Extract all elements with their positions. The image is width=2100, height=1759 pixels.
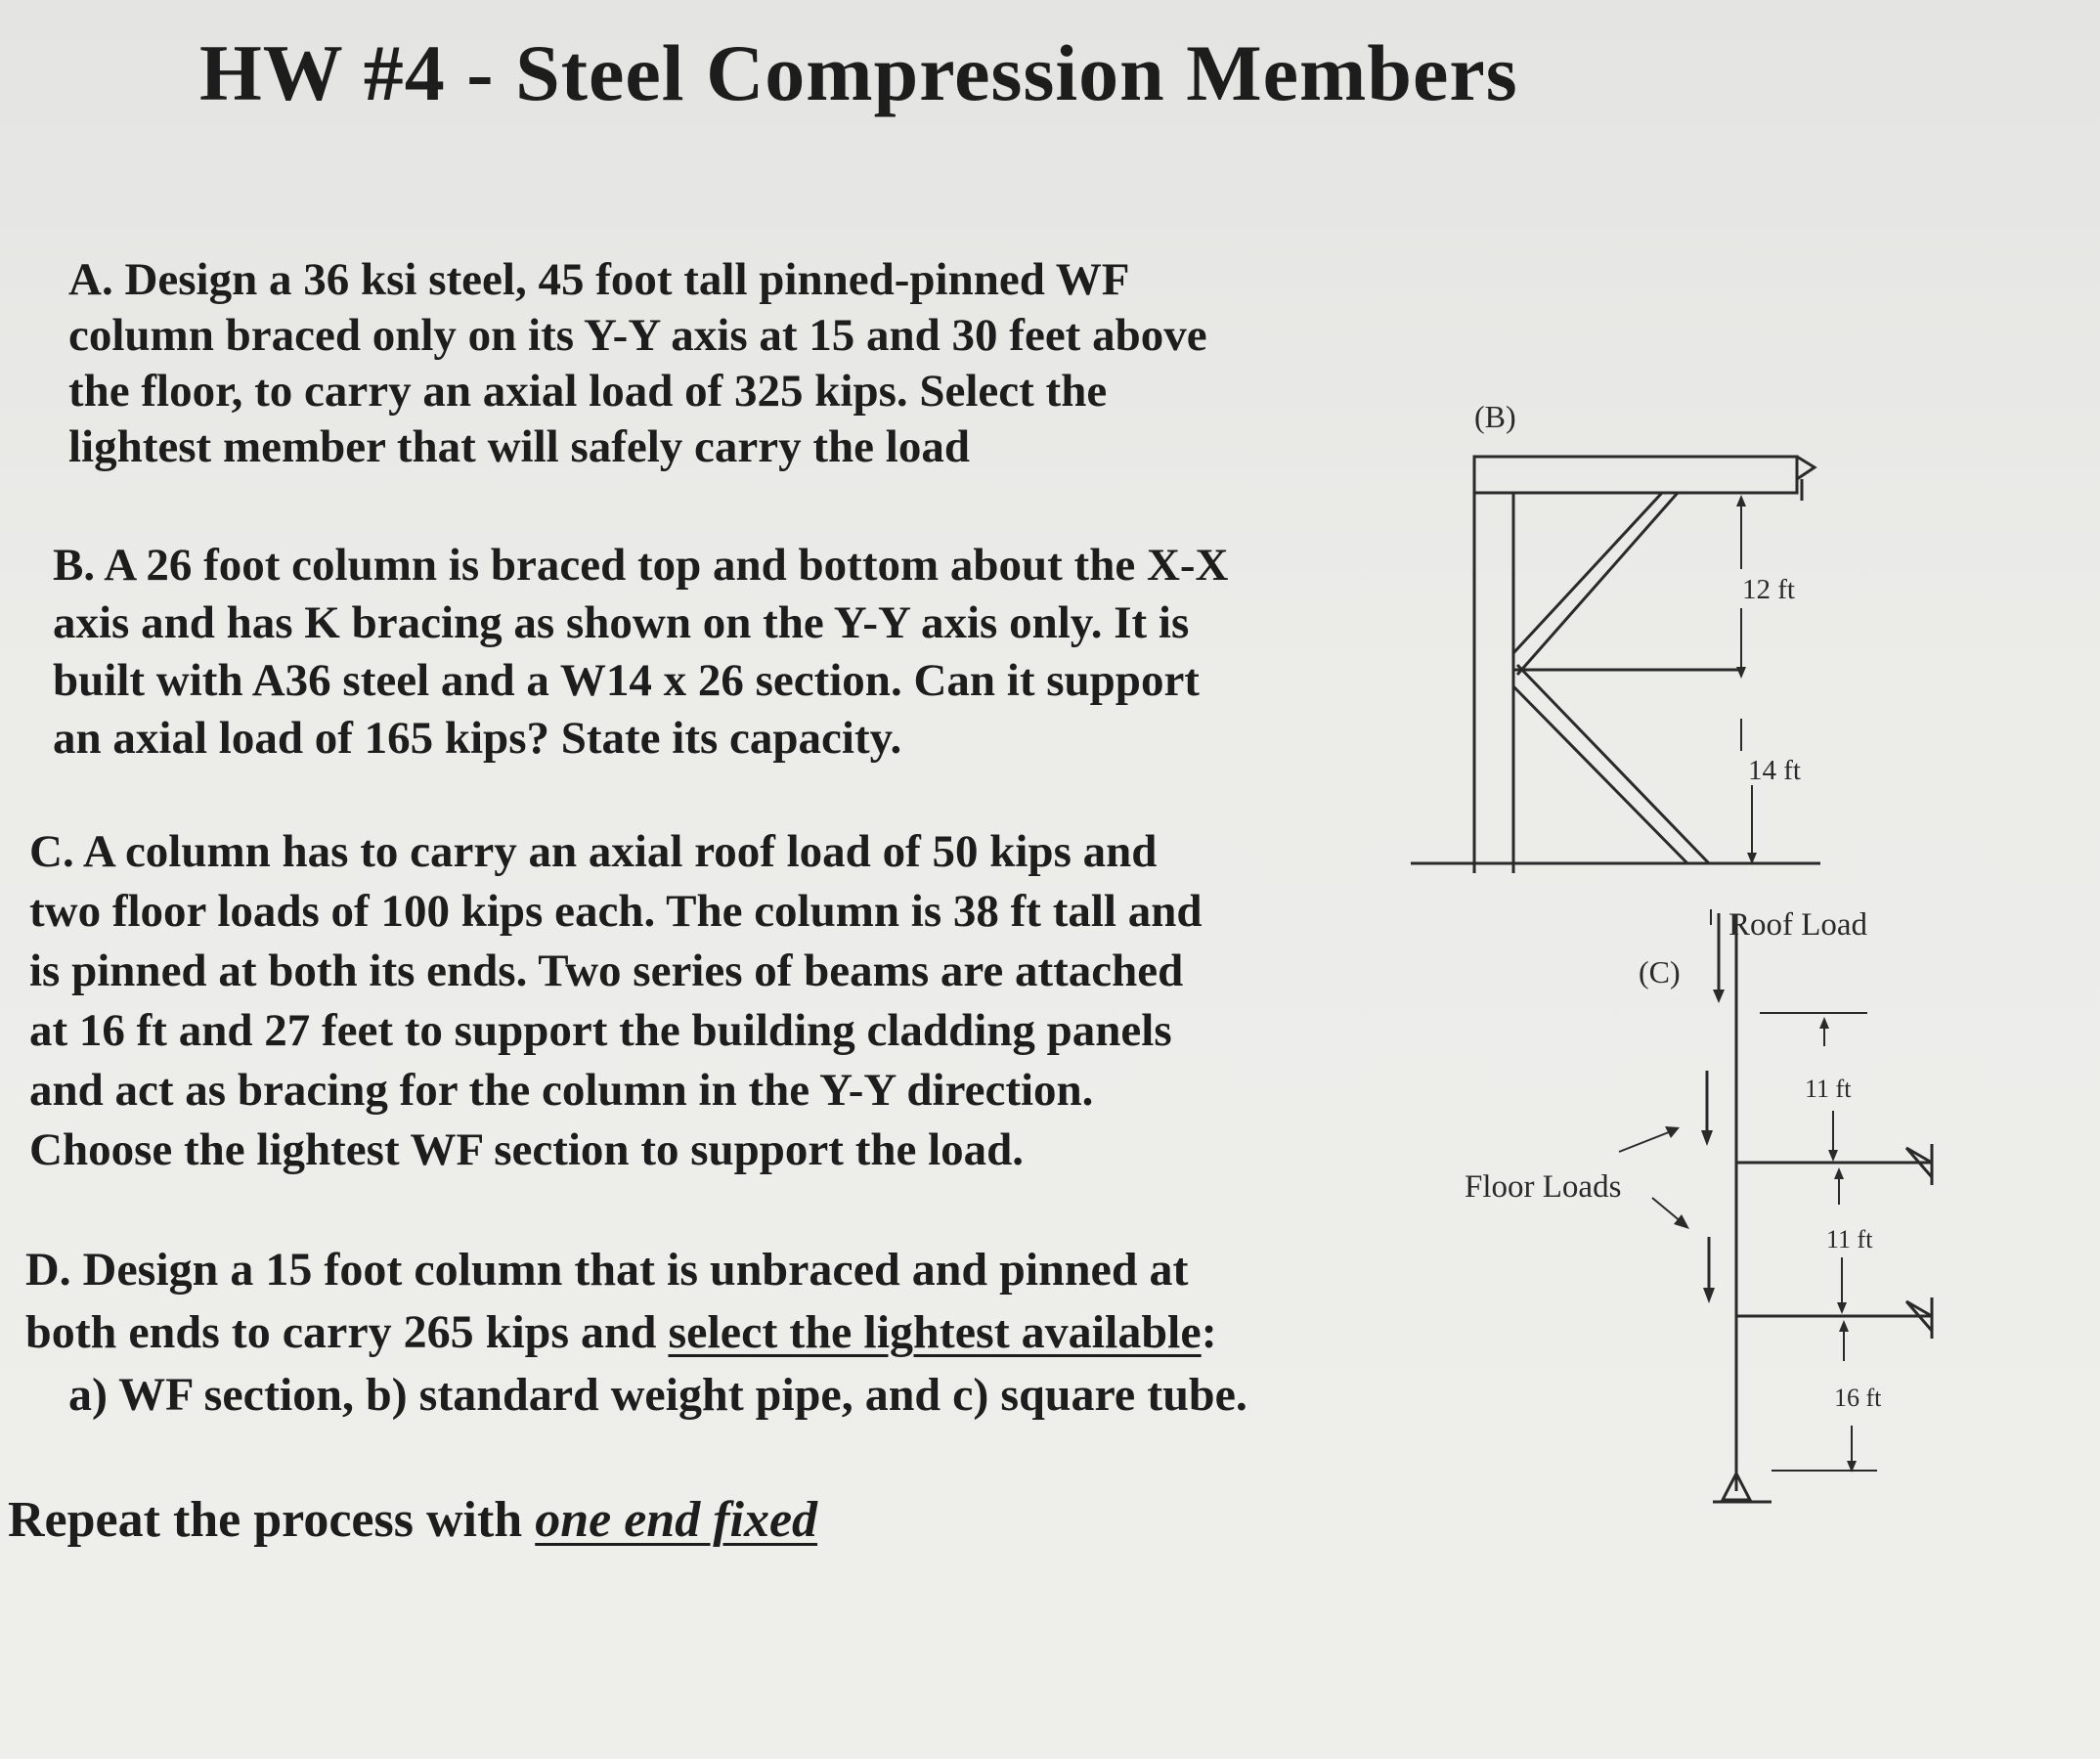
dim-label-11ft-top: 11 ft	[1805, 1075, 1852, 1103]
figure-b	[1411, 457, 1820, 873]
dim-label-14ft: 14 ft	[1748, 755, 1801, 786]
dim-label-12ft: 12 ft	[1742, 574, 1795, 605]
underlined-phrase: select the lightest available	[668, 1306, 1202, 1358]
repeat-emphasis: one end fixed	[535, 1492, 818, 1548]
dim-label-16ft: 16 ft	[1834, 1384, 1882, 1412]
problem-b-line: an axial load of 165 kips? State its capacity.	[53, 713, 902, 764]
arrow-down-icon	[1736, 667, 1746, 679]
k-brace-upper-b	[1517, 493, 1678, 675]
problem-b-line: built with A36 steel and a W14 x 26 section. Can it support	[53, 655, 1200, 706]
figure-c-label: (C)	[1639, 954, 1681, 989]
problem-c-line: and act as bracing for the column in the Y-Y direction.	[29, 1065, 1094, 1116]
problem-a-line: lightest member that will safely carry the load	[68, 421, 970, 472]
arrow-down-icon	[1701, 1130, 1713, 1146]
repeat-text: Repeat the process with	[8, 1492, 536, 1548]
problem-c-line: at 16 ft and 27 feet to support the building cladding panels	[29, 1005, 1172, 1056]
problem-c-line: C. A column has to carry an axial roof load of 50 kips and	[29, 826, 1158, 877]
arrow-up-icon	[1736, 495, 1746, 506]
roller-support-icon	[1797, 457, 1815, 479]
problem-d-text: both ends to carry 265 kips and	[25, 1306, 669, 1358]
arrow-up-icon	[1839, 1320, 1849, 1332]
figure-c	[1619, 909, 1932, 1502]
problem-c-line: two floor loads of 100 kips each. The column is 38 ft tall and	[29, 886, 1203, 937]
arrow-down-icon	[1703, 1288, 1715, 1303]
page-title: HW #4 - Steel Compression Members	[199, 28, 1518, 117]
leader-line-1	[1619, 1130, 1674, 1152]
k-brace-lower-a	[1517, 665, 1709, 863]
leader-line-2	[1652, 1198, 1682, 1222]
problem-b-line: axis and has K bracing as shown on the Y-Y axis only. It is	[53, 597, 1190, 648]
problem-a-line: column braced only on its Y-Y axis at 15 and 30 feet above	[68, 310, 1207, 361]
problem-d-text: :	[1201, 1306, 1217, 1358]
k-brace-lower-b	[1513, 686, 1687, 863]
problem-b-line: B. A 26 foot column is braced top and bottom about the X-X	[53, 540, 1229, 591]
dim-label-11ft-middle: 11 ft	[1826, 1225, 1873, 1253]
problem-a-line: the floor, to carry an axial load of 325 kips. Select the	[68, 366, 1108, 417]
problem-c-line: is pinned at both its ends. Two series of beams are attached	[29, 945, 1184, 996]
problem-a-line: A. Design a 36 ksi steel, 45 foot tall pinned-pinned WF	[68, 254, 1130, 305]
k-brace-upper-a	[1513, 493, 1662, 653]
problem-d-options: a) WF section, b) standard weight pipe, and c) square tube.	[68, 1369, 1247, 1421]
floor-loads-label: Floor Loads	[1465, 1169, 1622, 1205]
roof-beam	[1474, 457, 1797, 493]
roof-load-label: Roof Load	[1728, 907, 1868, 943]
problem-c-line: Choose the lightest WF section to support the load.	[29, 1124, 1025, 1175]
arrow-up-icon	[1834, 1167, 1844, 1179]
arrow-down-icon	[1713, 989, 1725, 1003]
problem-d-line: D. Design a 15 foot column that is unbraced and pinned at	[25, 1244, 1189, 1296]
arrow-up-icon	[1819, 1017, 1829, 1029]
figure-b-label: (B)	[1474, 399, 1516, 434]
arrow-down-icon	[1837, 1302, 1847, 1314]
arrow-down-icon	[1828, 1150, 1838, 1162]
